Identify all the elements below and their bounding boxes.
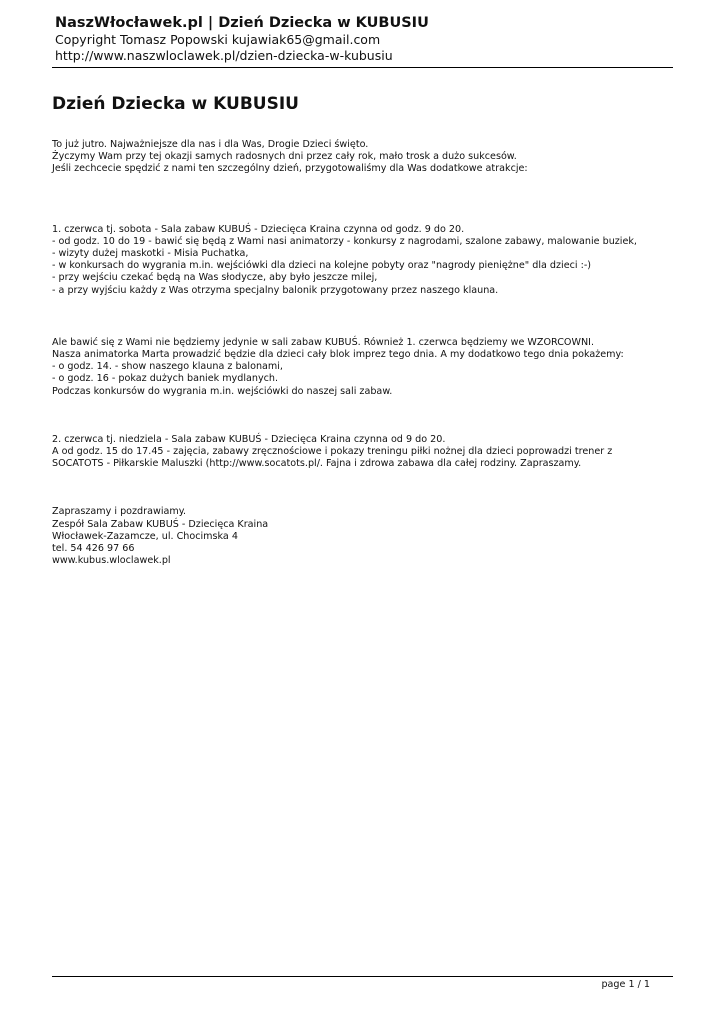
text-line: To już jutro. Najważniejsze dla nas i dla Was, Drogie Dzieci święto. [52, 139, 369, 150]
text-line: - o godz. 16 - pokaz dużych baniek mydlanych. [52, 373, 279, 385]
text-line: tel. 54 426 97 66 [52, 543, 135, 555]
text-line: - o godz. 14. - show naszego klauna z balonami, [52, 361, 283, 373]
text-line: Jeśli zechcecie spędzić z nami ten szczególny dzień, przygotowaliśmy dla Was dodatkowe atrakcje: [52, 163, 528, 175]
saturday-schedule-paragraph [52, 224, 672, 297]
source-url: http://www.naszwloclawek.pl/dzien-dziecka-w-kubusiu [55, 48, 393, 63]
sunday-schedule-paragraph [52, 434, 672, 471]
page-number: page 1 / 1 [601, 979, 650, 990]
text-line: A od godz. 15 do 17.45 - zajęcia, zabawy zręcznościowe i pokazy treningu piłki nożnej dla dzieci poprowadzi trener z [52, 446, 613, 458]
wzorcownia-paragraph [52, 337, 672, 398]
text-line: Nasza animatorka Marta prowadzić będzie dla dzieci cały blok imprez tego dnia. A my dodatkowo tego dnia pokażemy: [52, 349, 624, 361]
text-line: - przy wejściu czekać będą na Was słodycze, aby było jeszcze milej, [52, 272, 378, 284]
text-line: - wizyty dużej maskotki - Misia Puchatka, [52, 248, 249, 260]
text-line: Zapraszamy i pozdrawiamy. [52, 506, 187, 518]
text-line: Ale bawić się z Wami nie będziemy jedynie w sali zabaw KUBUŚ. Również 1. czerwca będziemy we WZORCOWNI. [52, 336, 595, 348]
header-divider [52, 67, 673, 68]
signature-paragraph [52, 506, 672, 567]
text-line: SOCATOTS - Piłkarskie Maluszki (http://www.socatots.pl/. Fajna i zdrowa zabawa dla całej rodziny. Zapraszamy. [52, 458, 582, 470]
text-line: - w konkursach do wygrania m.in. wejściówki dla dzieci na kolejne pobyty oraz "nagrody pieniężne" dla dzieci :-) [52, 260, 592, 272]
text-line: Podczas konkursów do wygrania m.in. wejściówki do naszej sali zabaw. [52, 385, 393, 397]
text-line: Życzymy Wam przy tej okazji samych radosnych dni przez cały rok, mało trosk a dużo sukcesów. [52, 151, 517, 163]
intro-paragraph [52, 139, 672, 176]
footer-divider [52, 976, 673, 977]
text-line: - a przy wyjściu każdy z Was otrzyma specjalny balonik przygotowany przez naszego klauna. [52, 284, 499, 296]
document-header [55, 15, 673, 64]
text-line: 2. czerwca tj. niedziela - Sala zabaw KUBUŚ - Dziecięca Kraina czynna od 9 do 20. [52, 433, 446, 445]
copyright-line: Copyright Tomasz Popowski kujawiak65@gmail.com [55, 32, 381, 47]
article-title: Dzień Dziecka w KUBUSIU [52, 94, 299, 114]
text-line: 1. czerwca tj. sobota - Sala zabaw KUBUŚ - Dziecięca Kraina czynna od godz. 9 do 20. [52, 223, 465, 235]
article-body [52, 139, 672, 567]
site-title: NaszWłocławek.pl | Dzień Dziecka w KUBUSIU [55, 15, 429, 31]
text-line: Włocławek-Zazamcze, ul. Chocimska 4 [52, 530, 238, 542]
text-line: - od godz. 10 do 19 - bawić się będą z Wami nasi animatorzy - konkursy z nagrodami, szalone zabawy, malowanie buziek, [52, 235, 637, 247]
text-line: Zespół Sala Zabaw KUBUŚ - Dziecięca Kraina [52, 518, 269, 530]
text-line: www.kubus.wloclawek.pl [52, 555, 171, 567]
